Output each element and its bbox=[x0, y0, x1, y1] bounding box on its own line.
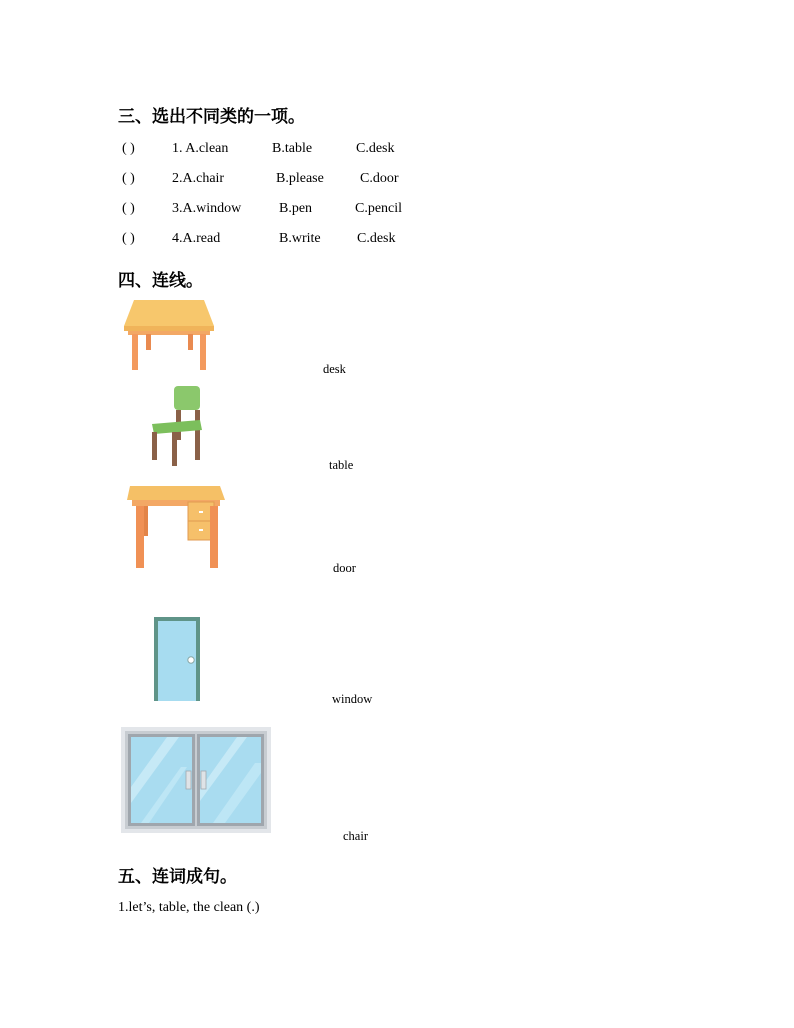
word-chair[interactable]: chair bbox=[343, 829, 368, 843]
option-a: 4.A.read bbox=[172, 231, 221, 246]
section3-title: 三、选出不同类的一项。 bbox=[118, 107, 305, 127]
answer-paren: ( ) bbox=[122, 141, 135, 156]
option-b: B.write bbox=[279, 231, 321, 246]
option-b: B.pen bbox=[279, 201, 313, 216]
desk-icon bbox=[126, 484, 226, 570]
option-a: 2.A.chair bbox=[172, 171, 225, 186]
chair-icon bbox=[146, 384, 206, 468]
table-icon bbox=[122, 298, 216, 372]
word-door[interactable]: door bbox=[333, 561, 356, 575]
option-c: C.desk bbox=[356, 141, 395, 156]
option-a: 3.A.window bbox=[172, 201, 242, 216]
section4-title: 四、连线。 bbox=[118, 271, 203, 291]
option-a: 1. A.clean bbox=[172, 141, 229, 156]
word-window[interactable]: window bbox=[332, 692, 373, 706]
option-c: C.door bbox=[360, 171, 399, 186]
option-b: B.please bbox=[276, 171, 324, 186]
option-b: B.table bbox=[272, 141, 313, 156]
answer-paren: ( ) bbox=[122, 231, 135, 246]
sentence-item: 1.let’s, table, the clean (.) bbox=[118, 900, 260, 915]
section5-title: 五、连词成句。 bbox=[118, 867, 237, 887]
option-c: C.pencil bbox=[355, 201, 403, 216]
word-table[interactable]: table bbox=[329, 458, 354, 472]
answer-paren: ( ) bbox=[122, 171, 135, 186]
door-icon bbox=[153, 616, 201, 702]
word-desk[interactable]: desk bbox=[323, 362, 346, 376]
window-icon bbox=[121, 727, 271, 833]
option-c: C.desk bbox=[357, 231, 396, 246]
answer-paren: ( ) bbox=[122, 201, 135, 216]
